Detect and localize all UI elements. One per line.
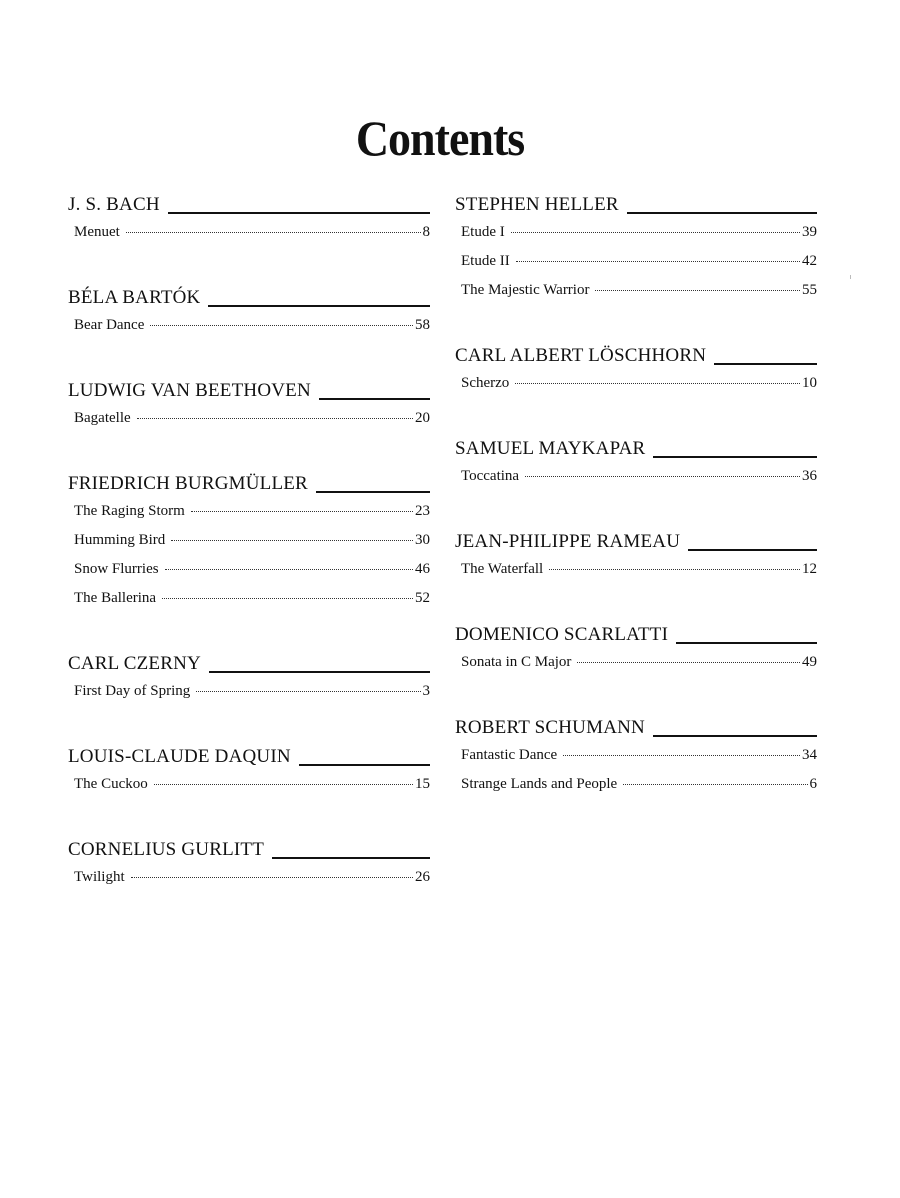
composer-heading — [68, 649, 430, 675]
composer-section-jean-philippe-rameau — [455, 527, 817, 590]
page-title: Contents — [355, 110, 525, 167]
dot-leader — [165, 569, 413, 570]
composer-section-cornelius-gurlitt — [68, 835, 430, 898]
toc-entry[interactable] — [68, 869, 430, 898]
heading-rule — [714, 363, 817, 365]
dot-leader — [150, 325, 413, 326]
composer-name: CARL ALBERT LÖSCHHORN — [455, 345, 707, 366]
dot-leader — [577, 662, 800, 663]
heading-rule — [688, 549, 817, 551]
page-number: 3 — [422, 683, 430, 699]
toc-entry[interactable] — [455, 747, 817, 776]
page-number: 49 — [802, 654, 817, 670]
composer-section-carl-czerny — [68, 649, 430, 712]
piece-title: Humming Bird — [74, 532, 166, 548]
page-number: 34 — [802, 747, 817, 763]
composer-name: LOUIS-CLAUDE DAQUIN — [68, 746, 291, 767]
heading-rule — [627, 212, 817, 214]
heading-rule — [653, 735, 817, 737]
toc-entry[interactable] — [455, 776, 817, 805]
composer-section-ludwig-van-beethoven — [68, 376, 430, 439]
dot-leader — [131, 877, 413, 878]
composer-heading — [455, 341, 817, 367]
toc-entry[interactable] — [68, 776, 430, 805]
composer-section-domenico-scarlatti — [455, 620, 817, 683]
toc-entry[interactable] — [455, 224, 817, 253]
piece-title: Fantastic Dance — [461, 747, 558, 763]
toc-right-column — [455, 190, 817, 835]
heading-rule — [319, 398, 430, 400]
dot-leader — [511, 232, 800, 233]
piece-title: The Raging Storm — [74, 503, 185, 519]
piece-title: Toccatina — [461, 468, 520, 484]
composer-name: J. S. BACH — [68, 194, 160, 215]
piece-list — [68, 503, 430, 619]
piece-list — [68, 869, 430, 898]
page-number: 15 — [415, 776, 430, 792]
toc-entry[interactable] — [455, 253, 817, 282]
toc-entry[interactable] — [455, 375, 817, 404]
dot-leader — [525, 476, 800, 477]
toc-entry[interactable] — [455, 468, 817, 497]
piece-list — [68, 683, 430, 712]
page-number: 36 — [802, 468, 817, 484]
piece-title: Menuet — [74, 224, 120, 240]
piece-list — [68, 317, 430, 346]
composer-section-friedrich-burgmuller — [68, 469, 430, 619]
composer-name: CORNELIUS GURLITT — [68, 839, 265, 860]
page-number: 6 — [809, 776, 817, 792]
piece-title: First Day of Spring — [74, 683, 191, 699]
piece-title: Etude I — [461, 224, 505, 240]
dot-leader — [154, 784, 413, 785]
toc-entry[interactable] — [68, 590, 430, 619]
piece-title: Sonata in C Major — [461, 654, 572, 670]
heading-rule — [299, 764, 430, 766]
composer-heading — [455, 620, 817, 646]
piece-list — [455, 375, 817, 404]
piece-title: The Ballerina — [74, 590, 157, 606]
toc-entry[interactable] — [68, 317, 430, 346]
heading-rule — [316, 491, 430, 493]
composer-heading — [68, 376, 430, 402]
heading-rule — [208, 305, 430, 307]
composer-name: DOMENICO SCARLATTI — [455, 624, 669, 645]
piece-list — [68, 410, 430, 439]
page-number: 58 — [415, 317, 430, 333]
composer-heading — [68, 469, 430, 495]
piece-list — [455, 561, 817, 590]
margin-mark — [850, 275, 851, 279]
page-number: 30 — [415, 532, 430, 548]
composer-section-stephen-heller — [455, 190, 817, 311]
page-number: 12 — [802, 561, 817, 577]
toc-entry[interactable] — [455, 654, 817, 683]
dot-leader — [563, 755, 800, 756]
page-number: 46 — [415, 561, 430, 577]
piece-title: Etude II — [461, 253, 510, 269]
dot-leader — [623, 784, 807, 785]
piece-title: Bagatelle — [74, 410, 131, 426]
heading-rule — [168, 212, 430, 214]
composer-heading — [455, 434, 817, 460]
toc-entry[interactable] — [68, 561, 430, 590]
piece-title: Snow Flurries — [74, 561, 159, 577]
toc-entry[interactable] — [455, 282, 817, 311]
composer-section-j-s-bach — [68, 190, 430, 253]
composer-section-robert-schumann — [455, 713, 817, 805]
toc-entry[interactable] — [455, 561, 817, 590]
heading-rule — [676, 642, 817, 644]
heading-rule — [209, 671, 430, 673]
composer-name: CARL CZERNY — [68, 653, 201, 674]
piece-title: The Majestic Warrior — [461, 282, 590, 298]
composer-heading — [68, 283, 430, 309]
page-number: 42 — [802, 253, 817, 269]
toc-entry[interactable] — [68, 532, 430, 561]
composer-heading — [455, 713, 817, 739]
page-number: 26 — [415, 869, 430, 885]
piece-title: Bear Dance — [74, 317, 145, 333]
dot-leader — [515, 383, 800, 384]
composer-section-carl-albert-loschhorn — [455, 341, 817, 404]
piece-title: Scherzo — [461, 375, 510, 391]
piece-list — [68, 776, 430, 805]
page-number: 8 — [422, 224, 430, 240]
dot-leader — [196, 691, 420, 692]
piece-list — [455, 468, 817, 497]
composer-name: JEAN-PHILIPPE RAMEAU — [455, 531, 681, 552]
dot-leader — [191, 511, 413, 512]
piece-list — [455, 654, 817, 683]
piece-list — [68, 224, 430, 253]
composer-heading — [455, 190, 817, 216]
piece-list — [455, 747, 817, 805]
page-number: 39 — [802, 224, 817, 240]
piece-title: The Waterfall — [461, 561, 544, 577]
page-number: 55 — [802, 282, 817, 298]
dot-leader — [171, 540, 413, 541]
dot-leader — [126, 232, 421, 233]
composer-heading — [455, 527, 817, 553]
toc-left-column — [68, 190, 430, 928]
page-number: 52 — [415, 590, 430, 606]
dot-leader — [516, 261, 800, 262]
composer-name: FRIEDRICH BURGMÜLLER — [68, 473, 308, 494]
dot-leader — [595, 290, 800, 291]
composer-name: STEPHEN HELLER — [455, 194, 619, 215]
composer-name: SAMUEL MAYKAPAR — [455, 438, 646, 459]
page-number: 23 — [415, 503, 430, 519]
toc-entry[interactable] — [68, 503, 430, 532]
piece-title: Twilight — [74, 869, 125, 885]
piece-list — [455, 224, 817, 311]
piece-title: The Cuckoo — [74, 776, 148, 792]
composer-section-louis-claude-daquin — [68, 742, 430, 805]
page-number: 20 — [415, 410, 430, 426]
composer-heading — [68, 742, 430, 768]
toc-entry[interactable] — [68, 224, 430, 253]
composer-heading — [68, 190, 430, 216]
page-number: 10 — [802, 375, 817, 391]
composer-name: ROBERT SCHUMANN — [455, 717, 645, 738]
composer-name: LUDWIG VAN BEETHOVEN — [68, 380, 311, 401]
composer-section-bela-bartok — [68, 283, 430, 346]
dot-leader — [137, 418, 413, 419]
toc-entry[interactable] — [68, 683, 430, 712]
heading-rule — [653, 456, 817, 458]
composer-heading — [68, 835, 430, 861]
composer-name: BÉLA BARTÓK — [68, 287, 201, 308]
heading-rule — [272, 857, 430, 859]
composer-section-samuel-maykapar — [455, 434, 817, 497]
toc-entry[interactable] — [68, 410, 430, 439]
dot-leader — [549, 569, 800, 570]
piece-title: Strange Lands and People — [461, 776, 618, 792]
dot-leader — [162, 598, 413, 599]
